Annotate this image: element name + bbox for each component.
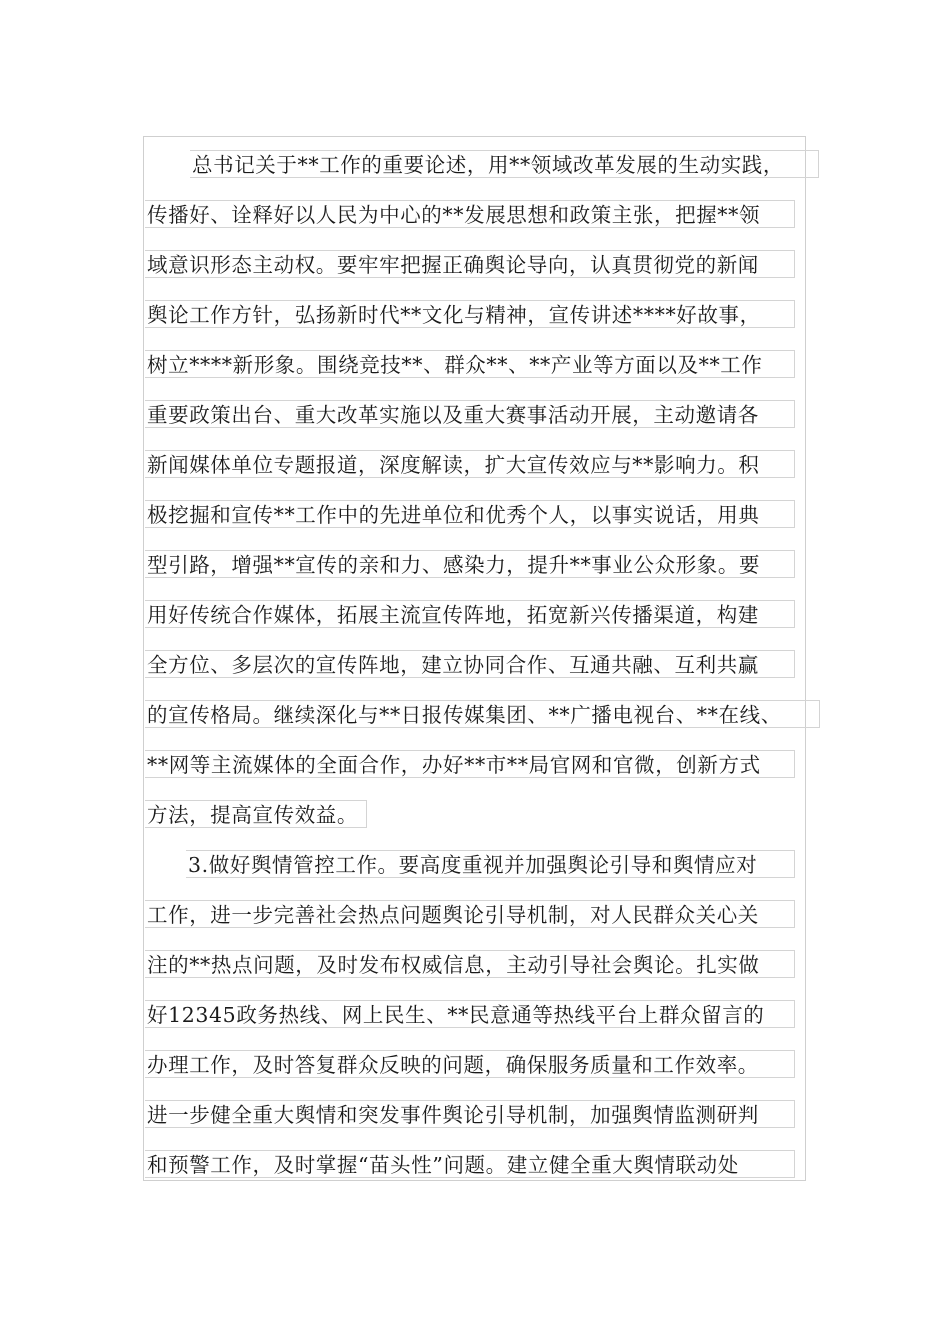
text-line: 的宣传格局。继续深化与**日报传媒集团、**广播电视台、**在线、 xyxy=(145,700,820,728)
text-line: 树立****新形象。围绕竞技**、群众**、**产业等方面以及**工作 xyxy=(145,350,795,378)
text-line: 办理工作，及时答复群众反映的问题，确保服务质量和工作效率。 xyxy=(145,1050,795,1078)
text-line: 用好传统合作媒体，拓展主流宣传阵地，拓宽新兴传播渠道，构建 xyxy=(145,600,795,628)
text-line: 极挖掘和宣传**工作中的先进单位和优秀个人，以事实说话，用典 xyxy=(145,500,795,528)
text-line: 3.做好舆情管控工作。要高度重视并加强舆论引导和舆情应对 xyxy=(186,850,795,878)
text-line: 方法，提高宣传效益。 xyxy=(145,800,367,828)
text-line: 好12345政务热线、网上民生、**民意通等热线平台上群众留言的 xyxy=(145,1000,795,1028)
text-line: 舆论工作方针，弘扬新时代**文化与精神，宣传讲述****好故事， xyxy=(145,300,795,328)
text-line: 总书记关于**工作的重要论述，用**领域改革发展的生动实践， xyxy=(190,150,819,178)
text-line: 域意识形态主动权。要牢牢把握正确舆论导向，认真贯彻党的新闻 xyxy=(145,250,795,278)
text-line: 全方位、多层次的宣传阵地，建立协同合作、互通共融、互利共赢 xyxy=(145,650,795,678)
text-line: 新闻媒体单位专题报道，深度解读，扩大宣传效应与**影响力。积 xyxy=(145,450,795,478)
text-line: **网等主流媒体的全面合作，办好**市**局官网和官微，创新方式 xyxy=(145,750,795,778)
text-line: 进一步健全重大舆情和突发事件舆论引导机制，加强舆情监测研判 xyxy=(145,1100,795,1128)
text-line: 型引路，增强**宣传的亲和力、感染力，提升**事业公众形象。要 xyxy=(145,550,795,578)
text-line: 注的**热点问题，及时发布权威信息，主动引导社会舆论。扎实做 xyxy=(145,950,795,978)
text-line: 和预警工作，及时掌握“苗头性”问题。建立健全重大舆情联动处 xyxy=(145,1150,795,1178)
text-line: 重要政策出台、重大改革实施以及重大赛事活动开展，主动邀请各 xyxy=(145,400,795,428)
text-line: 传播好、诠释好以人民为中心的**发展思想和政策主张，把握**领 xyxy=(145,200,795,228)
text-line: 工作，进一步完善社会热点问题舆论引导机制，对人民群众关心关 xyxy=(145,900,795,928)
